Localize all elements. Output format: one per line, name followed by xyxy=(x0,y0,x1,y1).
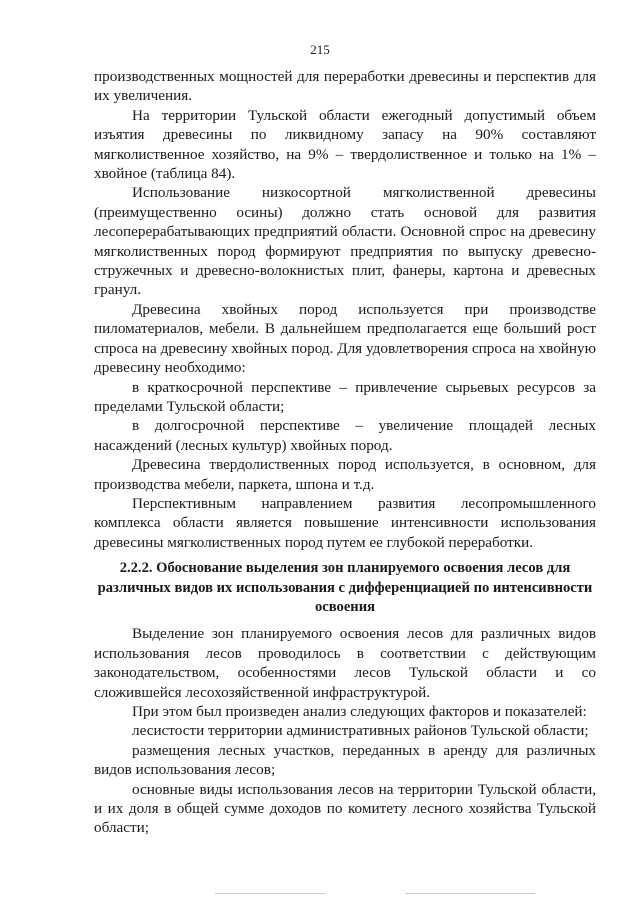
paragraph-analysis-intro: При этом был произведен анализ следующих факторов и показателей: xyxy=(132,703,587,720)
list-item-forest-cover: лесистости территории административных районов Тульской области; xyxy=(132,722,589,740)
scan-artifact-line xyxy=(215,893,325,894)
section-heading: 2.2.2. Обоснование выделения зон планируемого освоения лесов для различных видов их использования с дифференциацией по интенсивности освоения xyxy=(97,560,593,615)
paragraph-zones: Выделение зон планируемого освоения лесов для различных видов использования лесов проводилось в соответствии с действующим законодательством, особенностями лесов Тульской области и со сложившейся лесохозяйственной инфраструктурой. xyxy=(94,625,596,701)
body-text xyxy=(94,67,596,838)
paragraph-harvest-volume: На территории Тульской области ежегодный допустимый объем изъятия древесины по ликвидному запасу на 90% составляют мягколиственное хозяйство, на 9% – твердолиственное и только на 1% – хвойное (таблица 84). xyxy=(94,106,596,183)
paragraph-continuation: производственных мощностей для переработки древесины и перспектив для их увеличения. xyxy=(94,68,596,105)
paragraph-hardwood-use: Древесина твердолиственных пород используется, в основном, для производства мебели, паркета, шпона и т.д. xyxy=(94,456,596,493)
paragraph-soft-leaved-use: Использование низкосортной мягколиственной древесины (преимущественно осины) должно стать основой для развития лесоперерабатывающих предприятий области. Основной спрос на древесину мягколиственных пород формируют предприятия по выпуску древесно-стружечных и древесно-волокнистых плит, фанеры, картона и древесных гранул. xyxy=(94,184,596,299)
paragraph-coniferous-use: Древесина хвойных пород используется при производстве пиломатериалов, мебели. В дальнейшем предполагается еще больший рост спроса на древесину хвойных пород. Для удовлетворения спроса на хвойную древесину необходимо: xyxy=(94,300,596,377)
list-item-lease: размещения лесных участков, переданных в аренду для различных видов использования лесов; xyxy=(94,741,596,779)
paragraph-long-term: в долгосрочной перспективе – увеличение площадей лесных насаждений (лесных культур) хвойных пород. xyxy=(94,417,596,454)
page-number: 215 xyxy=(310,42,330,57)
paragraph-perspective: Перспективным направлением развития лесопромышленного комплекса области является повышение интенсивности использования древесины мягколиственных пород путем ее глубокой переработки. xyxy=(94,494,596,551)
scan-artifact-line xyxy=(405,893,535,894)
paragraph-short-term: в краткосрочной перспективе – привлечение сырьевых ресурсов за пределами Тульской области; xyxy=(94,378,596,415)
list-item-main-uses: основные виды использования лесов на территории Тульской области, и их доля в общей сумме доходов по комитету лесного хозяйства Тульской области; xyxy=(94,780,596,837)
